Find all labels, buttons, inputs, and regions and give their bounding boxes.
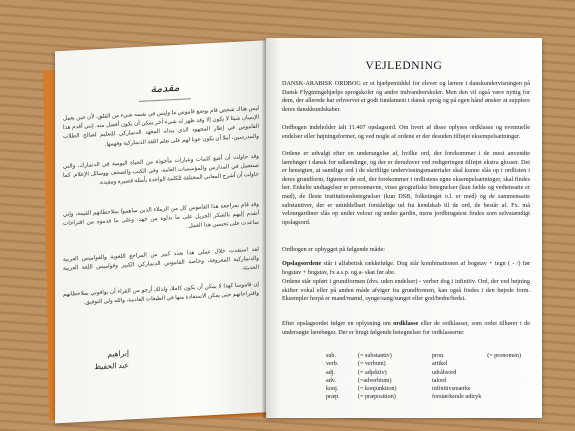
abbreviation-cell-abbr: konj.	[326, 386, 339, 393]
arabic-paragraph-1: ليس هناك شخص قام بوضع قاموس ما وليس في نفسه شيء من القلق، لأن حين يعمل الإنسان شيئا لا يكون إلا وقد ظهر له شيء آخر يمكن أن يكون أفضل منه. إنني أقدم هذا القاموس في إطار المجهود الذي يبذله المعهد الدنماركي للتعليم لصالح الطلاب والمدرسين، آملا أن يكون عونا لهم على تعلم اللغة الدنماركية وفهمها.	[63, 105, 259, 148]
abbreviation-cell-abbr2: udråbsord	[432, 369, 457, 376]
abbreviation-cell-abbr: sub.	[326, 353, 336, 359]
word-class-term: ordklasse	[393, 320, 419, 327]
base-form-paragraph: Ordene står opført i grundformen (dvs. uden endelser) - verber dog i infinitiv. Ord, der ved bøjning skifter vokal eller på anden måde afviger fra grundformen, kan også findes i den bøjede form. Eksempler herpå er mand/mænd, synge/sang/sunget eller god/bedre/bedst.	[282, 278, 530, 303]
headwords-paragraph	[282, 260, 530, 277]
abbreviation-row	[326, 393, 527, 401]
abbreviation-cell-full: (=adverbium)	[358, 377, 392, 384]
abbreviation-cell-full: (= adjektiv)	[358, 369, 387, 376]
signature-line-2: عبد الحفيظ	[94, 360, 129, 372]
selection-paragraph: Ordene er udvalgt efter en undersøgelse af, hvilke ord, der forekommer i de mest anvendte lærebøger i dansk for udlændinge, og der er derudover ved redigeringen tilføjet ekstra glosser. Det er hensigten, at samtlige ord i de skriftlige undervisningsmaterialer skal kunne slås op i ordlisten i deres grundform, figurerer de ord, der forekommer i ordlistens egne eksempelsætninger, skal findes her. Enkelte undtagelser er personnavne, visse geografiske betegnelser (kun fælde og vedtensatte er med), de fleste institutionsbetegnelser (kun DSB, folketinget o.l. er med) og de sammensatte substantiver, der er umiddelbart forståelige ud fra kendskab til de ord, de består af. Fx. må velourgardiner slås op under velour og under gardin, mens jordbrugstest findes som selvstændigt opslagsord.	[282, 150, 530, 226]
abbreviation-cell-full: (= verbum)	[358, 361, 386, 368]
right-page-danish	[266, 38, 542, 418]
title-underline	[139, 98, 191, 102]
abbreviation-cell-abbr2: talord	[432, 377, 447, 384]
abbreviation-row	[326, 360, 527, 368]
abbreviation-cell-full: (= præposition)	[358, 394, 396, 401]
intro-paragraph: DANSK-ARABISK ORDBOG er et hjælpemiddel for elever og lærere i danskundervisningen på Dansk Flygtningehjælps sprogskoler og andre indvandrerskoler. Men den vil også være nyttig for dem, der allerede har erhvervet et godt fundament i dansk sprog og på egen hånd ønsker at supplere deres danskkundskaber.	[282, 80, 530, 113]
abbreviation-cell-abbr2: infinitivsmærke	[432, 386, 471, 393]
abbreviation-cell-full2	[487, 369, 527, 377]
arabic-paragraph-4: لقد استفدت خلال عملي هذا بعدد كبير من المراجع اللغوية والقواميس العربية والدنماركية المعروفة، وخاصة القاموس الدنماركي الكبير وقواميس اللغة العربية الحديثة.	[63, 246, 259, 273]
abbreviation-cell-full: (= substantiv)	[358, 353, 392, 359]
abbreviation-cell-full: (= konjunktion)	[358, 386, 397, 393]
abbreviation-cell-full2	[487, 385, 527, 393]
word-class-text-b: eller de ordklasser, som ordet tilhører i de undersøgte lærebøger. Der er brugt følgende betegnelser for ordklasserne:	[282, 320, 530, 336]
arabic-paragraph-5: إن قاموسا كهذا لا يمكن أن يكون كاملا، ولذلك أرجو من القراء أن يوافوني بملاحظاتهم واقتراحاتهم حتى يمكن الاستفادة منها في الطبعات القادمة، والله ولي التوفيق.	[63, 281, 259, 307]
abbreviation-cell-full2	[487, 360, 527, 368]
abbreviation-cell-abbr2: pron.	[432, 353, 445, 359]
headwords-text: står i alfabetisk rækkefølge. Dog står kombinationen af bogstav + tegn ( - /) før bogstav + bogstav, fx a.s.p. og a- skat før abe.	[282, 260, 530, 276]
abbreviation-cell-full2	[487, 377, 527, 385]
headwords-term: Opslagsordene	[282, 260, 322, 267]
arabic-paragraph-3: وقد قام بمراجعة هذا القاموس كل من الزملاء الذين ساهموا بملاحظاتهم القيمة، وإني أتقدم إليهم بالشكر الجزيل على ما بذلوه من جهد، وعلى ما قدموه من اقتراحات ساعدت على تحسين هذا العمل.	[63, 201, 259, 230]
abbreviation-row	[326, 369, 527, 377]
abbreviation-cell-abbr2: artikel	[432, 361, 448, 368]
word-count-paragraph: Ordbogen indeholder ialt 11.407 opslagsord. Om hvert af disse oplyses ordklasse og eventuelle endelser eller bøjningsformer, og ved nogle af ordene er der desuden tilføjet eksempelsætninger.	[282, 124, 530, 140]
left-page-arabic	[55, 40, 271, 423]
structure-heading: Ordbogen er opbygget på følgende måde:	[282, 246, 385, 253]
signature-line-1: إبراهيم	[107, 348, 129, 359]
arabic-page-title: مقدمة	[150, 81, 180, 96]
abbreviation-row	[326, 352, 527, 360]
abbreviation-cell-full2: (= pronomen)	[487, 353, 521, 359]
word-class-paragraph	[282, 320, 530, 337]
abbreviation-cell-abbr: adj.	[326, 369, 335, 376]
word-class-text-a: Efter opslagsordet følger en oplysning om	[282, 320, 394, 327]
word-class-abbreviation-table	[326, 352, 527, 402]
arabic-paragraph-2: وقد حاولت أن أضع كلمات وعبارات مأخوذة من الحياة اليومية في الدنمارك، والتي تستعمل في المدارس والمؤسسات العامة، وفي الكتب والصحف ووسائل الإعلام. كما حاولت أن أشرح المعاني المختلفة للكلمة الواحدة بأمثلة قصيرة ومفيدة.	[63, 153, 259, 187]
page-title: VEJLEDNING	[365, 60, 443, 72]
abbreviation-cell-full2	[487, 393, 527, 401]
abbreviation-row	[326, 377, 527, 385]
abbreviation-row	[326, 385, 527, 393]
abbreviation-cell-abbr: præp.	[326, 394, 340, 401]
abbreviation-cell-abbr2: forstærkende udtryk	[432, 394, 482, 401]
abbreviation-cell-abbr: adv.	[326, 377, 336, 384]
abbreviation-cell-abbr: verb.	[326, 361, 339, 368]
